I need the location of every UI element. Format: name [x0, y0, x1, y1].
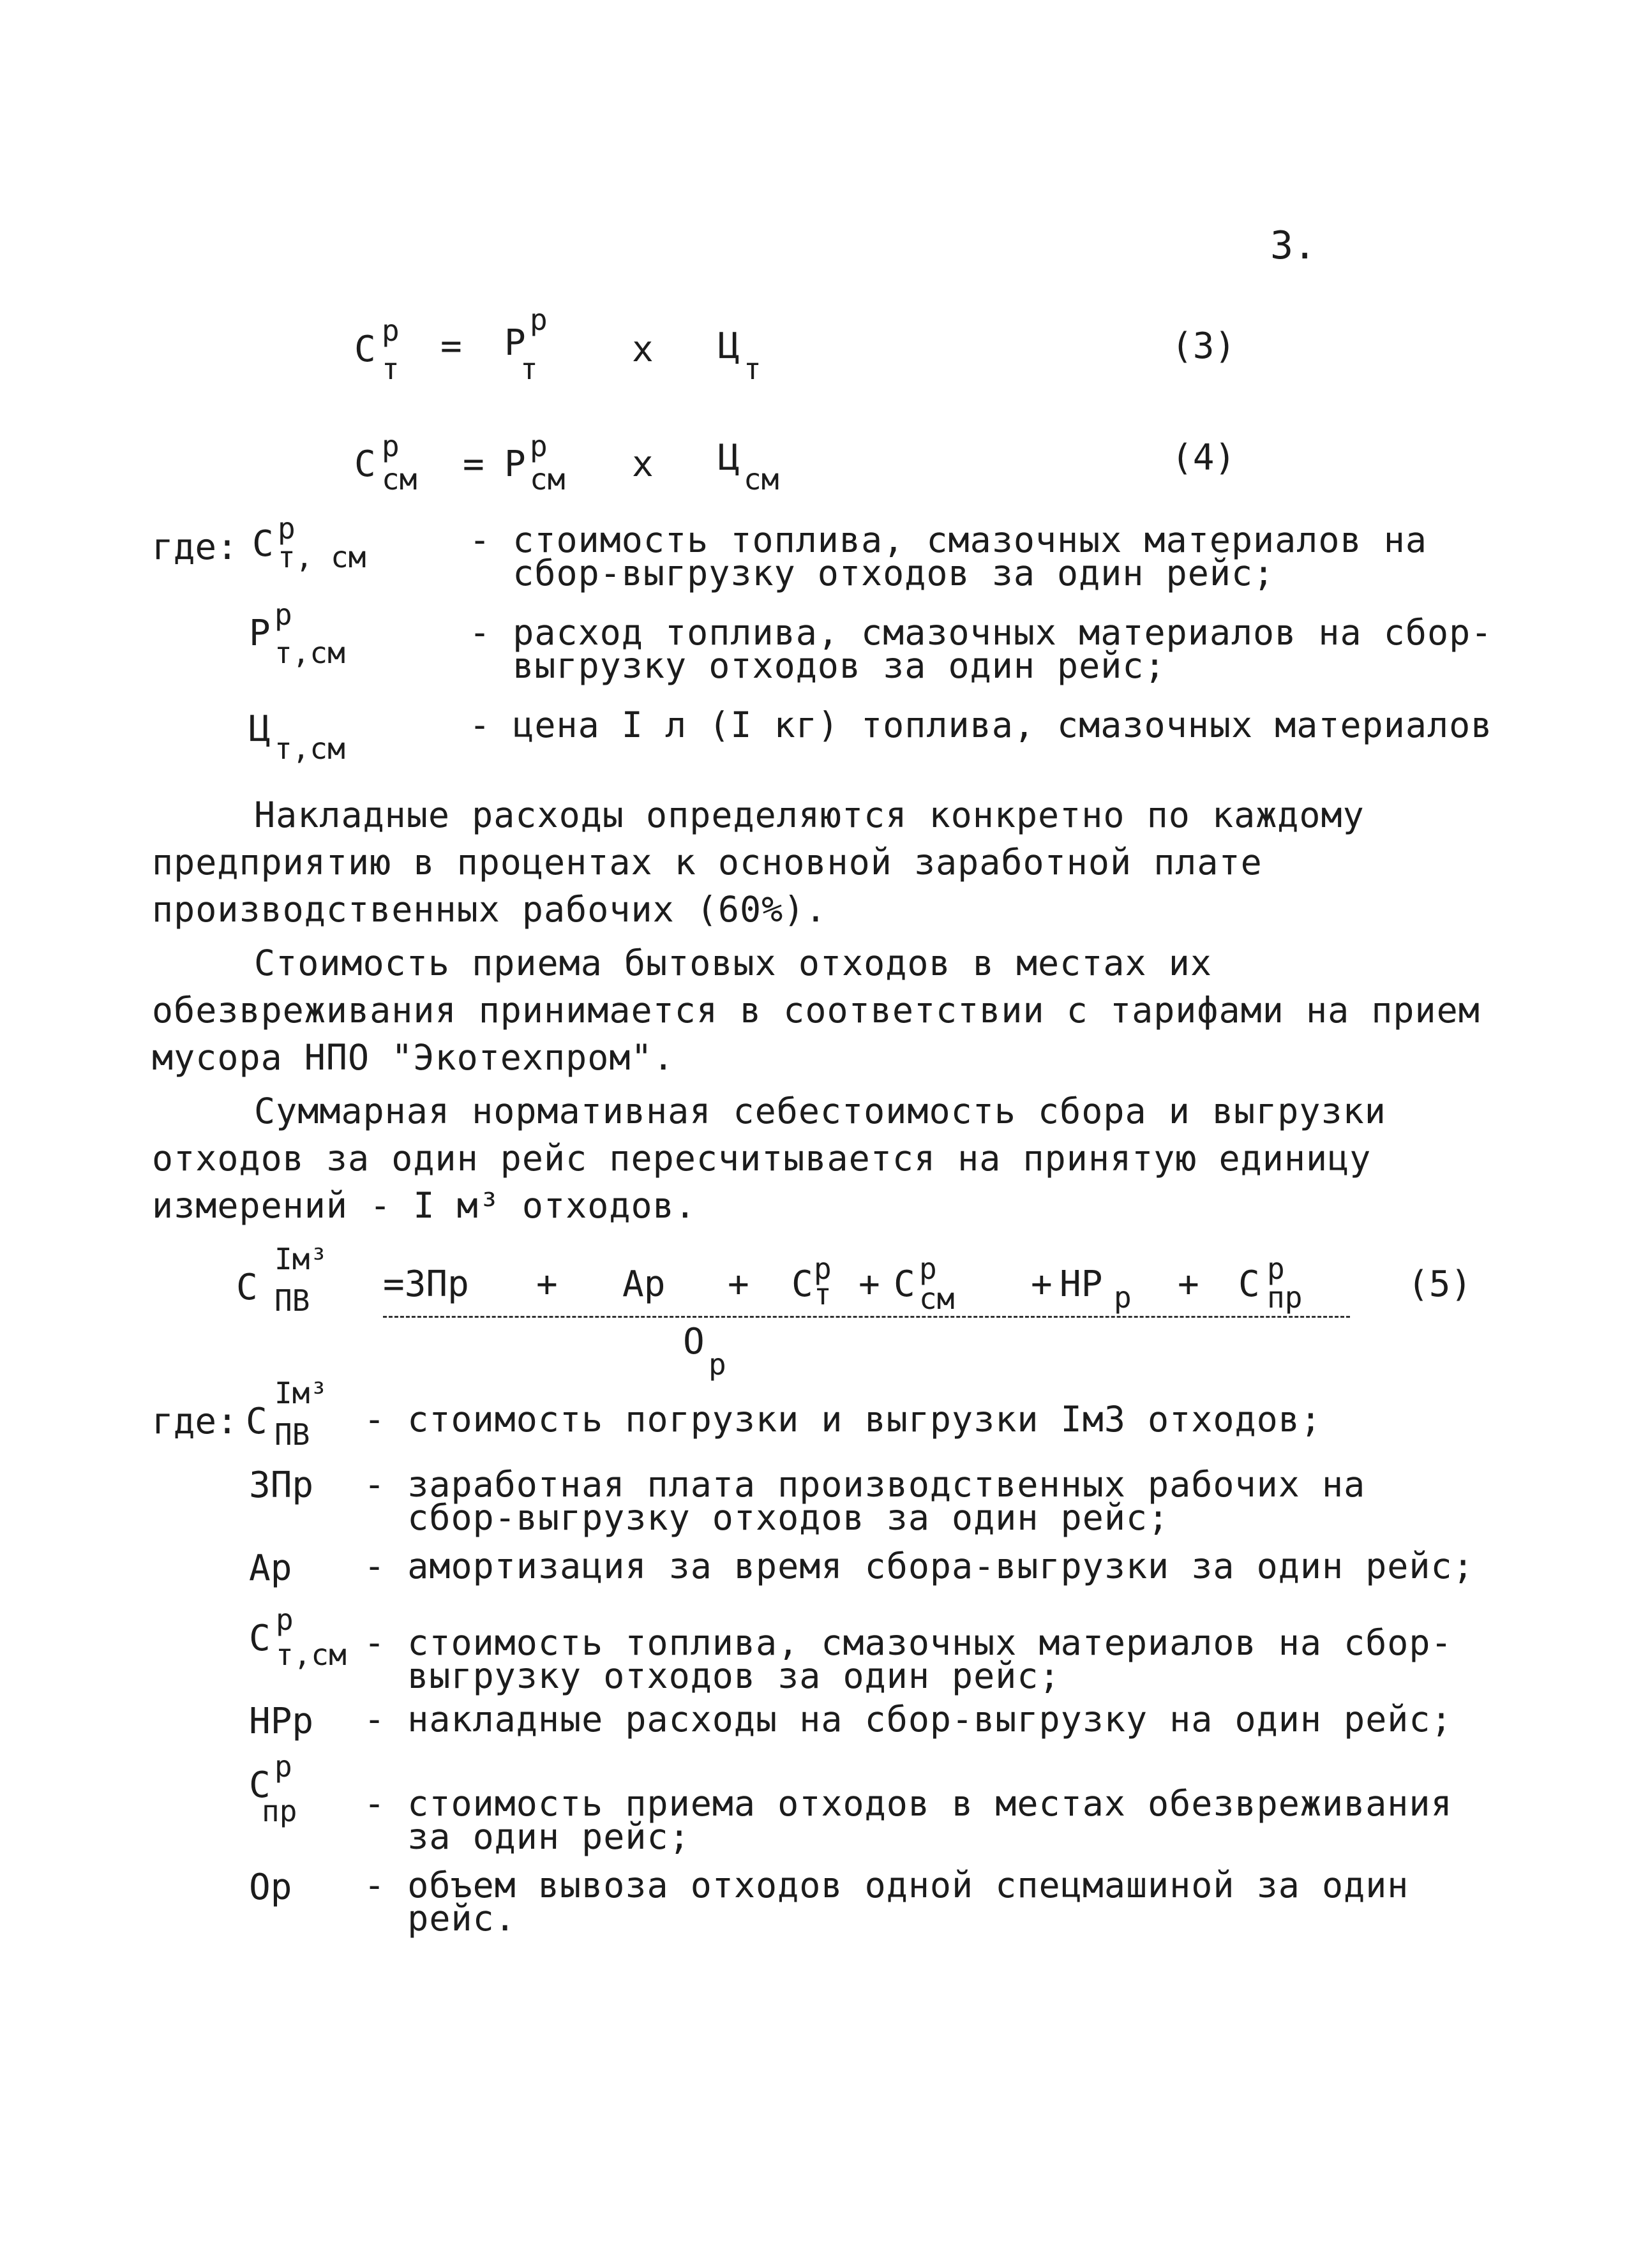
def5-6-symbol-sub: пр: [262, 1794, 297, 1828]
formula3-rhs1-base: Р: [504, 322, 526, 364]
formula5-lhs-sub: ПВ: [274, 1283, 310, 1318]
formula3-op: х: [632, 329, 654, 370]
def5-5-symbol: НРр: [249, 1701, 314, 1742]
def5-4-text: - стоимость топлива, смазочных материалов на сбор- выгрузку отходов за один рейс;: [364, 1622, 1453, 1696]
def5-6-symbol-base: С: [249, 1764, 271, 1806]
formula5-num-plus2: +: [728, 1264, 749, 1305]
formula5-num-csm-sub: см: [919, 1281, 955, 1316]
formula5-den-sub: р: [709, 1347, 726, 1382]
formula5-num-hr-sub: р: [1114, 1280, 1132, 1315]
formula3-eq: =: [440, 325, 462, 367]
formula5-lhs-sup: Iм³: [274, 1242, 328, 1276]
formula4-rhs1-sup: р: [530, 429, 548, 463]
def5-1-text: - стоимость погрузки и выгрузки Iм3 отходов;: [364, 1399, 1322, 1440]
def1-symbol-sub: т, см: [278, 540, 366, 574]
def5-7-text: - объем вывоза отходов одной спецмашиной за один рейс.: [364, 1865, 1409, 1939]
formula5-num-plus4: +: [1031, 1264, 1053, 1305]
formula3-rhs1-sub: т: [520, 352, 538, 386]
paragraph-total-cost: Суммарная нормативная себестоимость сбора и выгрузки отходов за один рейс пересчитывается на принятую единицу измерений - I м³ отходов.: [152, 1091, 1386, 1226]
formula4-lhs-sup: р: [382, 429, 400, 463]
def1-symbol-sup: р: [278, 511, 296, 546]
def5-5-text: - накладные расходы на сбор-выгрузку на один рейс;: [364, 1699, 1453, 1740]
formula5-num-zp: =ЗПр: [383, 1264, 469, 1305]
def5-2-symbol: ЗПр: [249, 1465, 314, 1506]
def5-1-symbol-sub: ПВ: [274, 1417, 310, 1452]
def2-symbol-sub: т,см: [274, 636, 345, 670]
formula5-num-cpr-sup: р: [1267, 1251, 1285, 1286]
paragraph-overhead: Накладные расходы определяются конкретно по каждому предприятию в процентах к основной заработной плате производственных рабочих (60%).: [152, 795, 1365, 930]
formula4-op: х: [632, 444, 654, 485]
def5-2-text: - заработная плата производственных рабочих на сбор-выгрузку отходов за один рейс;: [364, 1464, 1366, 1538]
formula4-lhs-base: С: [354, 444, 376, 485]
page-number: 3.: [1270, 223, 1317, 268]
formula4-number: (4): [1171, 437, 1236, 479]
def5-1-symbol-base: С: [246, 1401, 267, 1442]
def5-4-symbol-base: С: [249, 1618, 271, 1659]
def5-1-symbol-sup: Iм³: [274, 1376, 328, 1410]
formula3-lhs-base: С: [354, 329, 376, 370]
def1-text: - стоимость топлива, смазочных материалов на сбор-выгрузку отходов за один рейс;: [469, 519, 1427, 593]
formula3-rhs2-sub: т: [744, 352, 761, 386]
def5-4-symbol-sub: т,см: [276, 1638, 347, 1672]
def5-6-symbol-sup: р: [274, 1749, 292, 1784]
formula5-num-csm-base: С: [894, 1264, 915, 1305]
formula5-fraction-line: [383, 1316, 1350, 1318]
formula3-rhs2-base: Ц: [718, 325, 740, 367]
def2-text: - расход топлива, смазочных материалов на сбор- выгрузку отходов за один рейс;: [469, 612, 1493, 686]
formula5-den-base: О: [683, 1321, 705, 1362]
where2-label: где:: [152, 1401, 238, 1442]
def1-symbol-base: С: [252, 523, 274, 565]
def2-symbol-sup: р: [274, 597, 292, 632]
formula4-rhs2-base: Ц: [718, 437, 740, 479]
paragraph-reception-cost: Стоимость приема бытовых отходов в местах их обезвреживания принимается в соответствии с тарифами на прием мусора НПО "Экотехпром".: [152, 943, 1480, 1078]
def5-7-symbol: Ор: [249, 1867, 292, 1908]
formula3-lhs-sub: т: [382, 352, 400, 386]
formula5-num-csm-sup: р: [919, 1251, 937, 1286]
def5-3-symbol: Ар: [249, 1548, 292, 1589]
def5-3-text: - амортизация за время сбора-выгрузки за один рейс;: [364, 1546, 1474, 1586]
formula5-num-ar: Ар: [622, 1264, 666, 1305]
formula4-lhs-sub: см: [382, 462, 417, 496]
formula5-num-hr-base: НР: [1060, 1264, 1103, 1305]
formula5-lhs-base: С: [236, 1267, 258, 1308]
where-label: где:: [152, 526, 238, 568]
formula5-number: (5): [1407, 1264, 1473, 1305]
formula5-num-ct-sup: р: [814, 1251, 832, 1286]
formula5-num-cpr-sub: пр: [1267, 1280, 1303, 1315]
def5-4-symbol-sup: р: [276, 1602, 294, 1637]
formula3-number: (3): [1171, 325, 1236, 367]
formula5-num-plus3: +: [858, 1264, 880, 1305]
formula3-rhs1-sup: р: [530, 302, 548, 337]
def3-symbol-sub: т,см: [274, 731, 345, 766]
formula4-rhs1-sub: см: [530, 462, 566, 496]
formula3-lhs-sup: р: [382, 313, 400, 348]
formula5-num-plus5: +: [1178, 1264, 1199, 1305]
formula5-num-ct-base: С: [791, 1264, 813, 1305]
body-text: [152, 791, 1486, 1229]
def5-6-text: - стоимость приема отходов в местах обезвреживания за один рейс;: [364, 1783, 1453, 1857]
formula5-num-plus1: +: [536, 1264, 558, 1305]
formula4-rhs2-sub: см: [744, 462, 779, 496]
formula4-eq: =: [463, 444, 484, 485]
def3-text: - цена I л (I кг) топлива, смазочных материалов: [469, 705, 1493, 745]
formula5-num-cpr-base: С: [1238, 1264, 1260, 1305]
formula4-rhs1-base: Р: [504, 444, 526, 485]
def3-symbol-base: Ц: [249, 708, 271, 750]
formula5-num-ct-sub: т: [814, 1277, 832, 1311]
def2-symbol-base: Р: [249, 613, 271, 654]
